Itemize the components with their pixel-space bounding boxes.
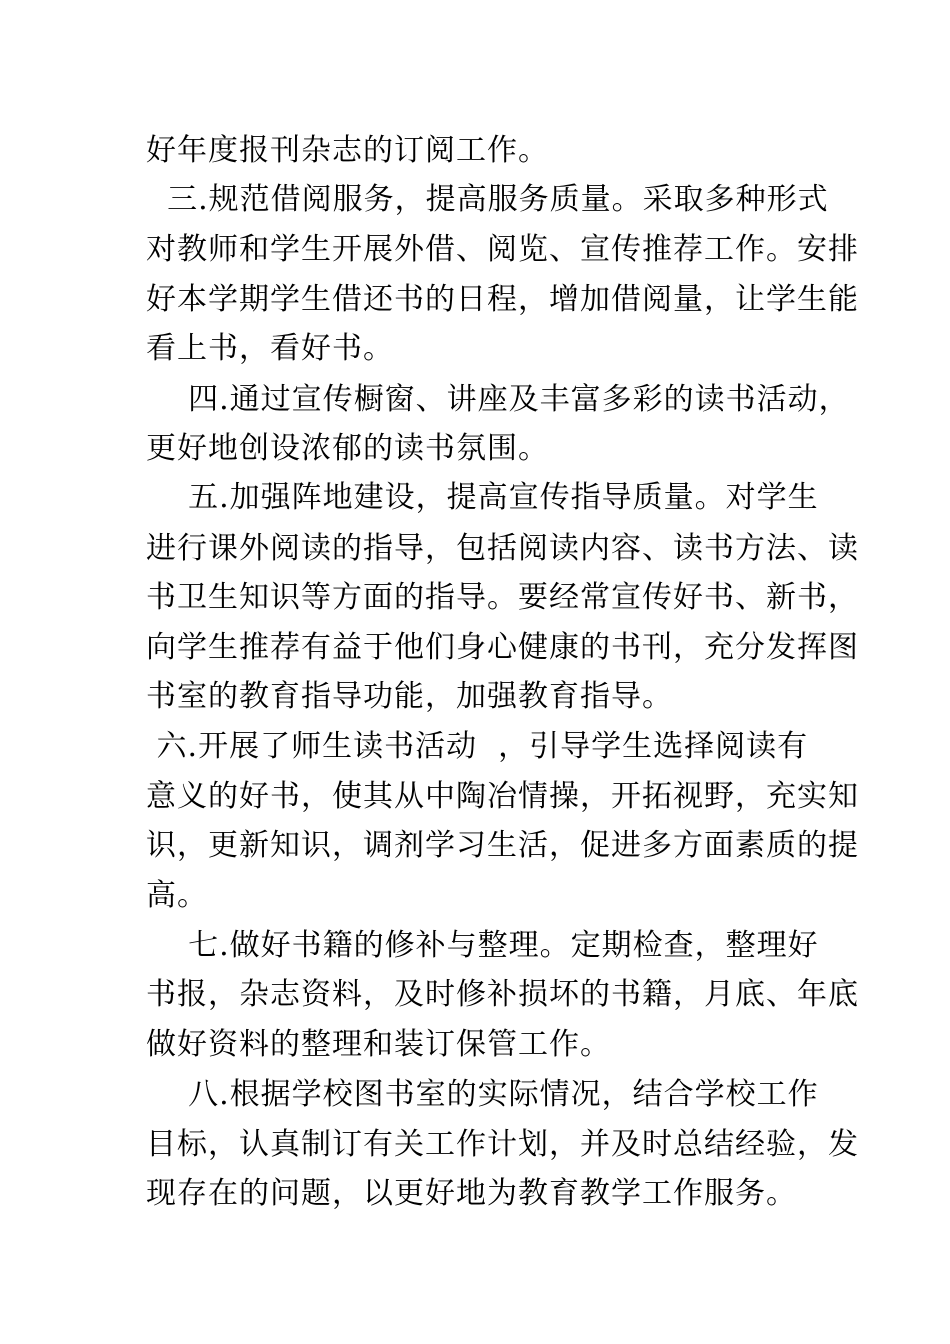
text-line: 八.根据学校图书室的实际情况，结合学校工作 (146, 1077, 819, 1112)
text-line: 对教师和学生开展外借、阅览、宣传推荐工作。安排 (146, 232, 859, 267)
text-line: 向学生推荐有益于他们身心健康的书刊，充分发挥图 (146, 630, 859, 665)
text-line: 七.做好书籍的修补与整理。定期检查，整理好 (146, 928, 819, 963)
text-line: 四.通过宣传橱窗、讲座及丰富多彩的读书活动， (146, 382, 850, 417)
text-line: 书报，杂志资料，及时修补损坏的书籍，月底、年底 (146, 977, 859, 1012)
text-line: 好年度报刊杂志的订阅工作。 (146, 133, 549, 168)
text-line: 识，更新知识，调剂学习生活，促进多方面素质的提 (146, 828, 859, 863)
text-line: 意义的好书，使其从中陶冶情操，开拓视野，充实知 (146, 779, 859, 814)
text-line: 三.规范借阅服务，提高服务质量。采取多种形式 (146, 182, 829, 217)
text-line: 目标，认真制订有关工作计划，并及时总结经验，发 (146, 1127, 859, 1162)
text-line: 更好地创设浓郁的读书氛围。 (146, 431, 549, 466)
text-line: 六.开展了师生读书活动 ，引导学生选择阅读有 (146, 729, 809, 764)
text-line: 好本学期学生借还书的日程，增加借阅量，让学生能 (146, 282, 859, 317)
text-line: 现存在的问题，以更好地为教育教学工作服务。 (146, 1176, 797, 1211)
text-line: 进行课外阅读的指导，包括阅读内容、读书方法、读 (146, 531, 859, 566)
text-line: 看上书，看好书。 (146, 331, 394, 366)
text-line: 做好资料的整理和装订保管工作。 (146, 1027, 611, 1062)
text-line: 五.加强阵地建设，提高宣传指导质量。对学生 (146, 480, 819, 515)
text-line: 书室的教育指导功能，加强教育指导。 (146, 679, 673, 714)
text-line: 书卫生知识等方面的指导。要经常宣传好书、新书， (146, 580, 859, 615)
text-line: 高。 (146, 878, 208, 913)
